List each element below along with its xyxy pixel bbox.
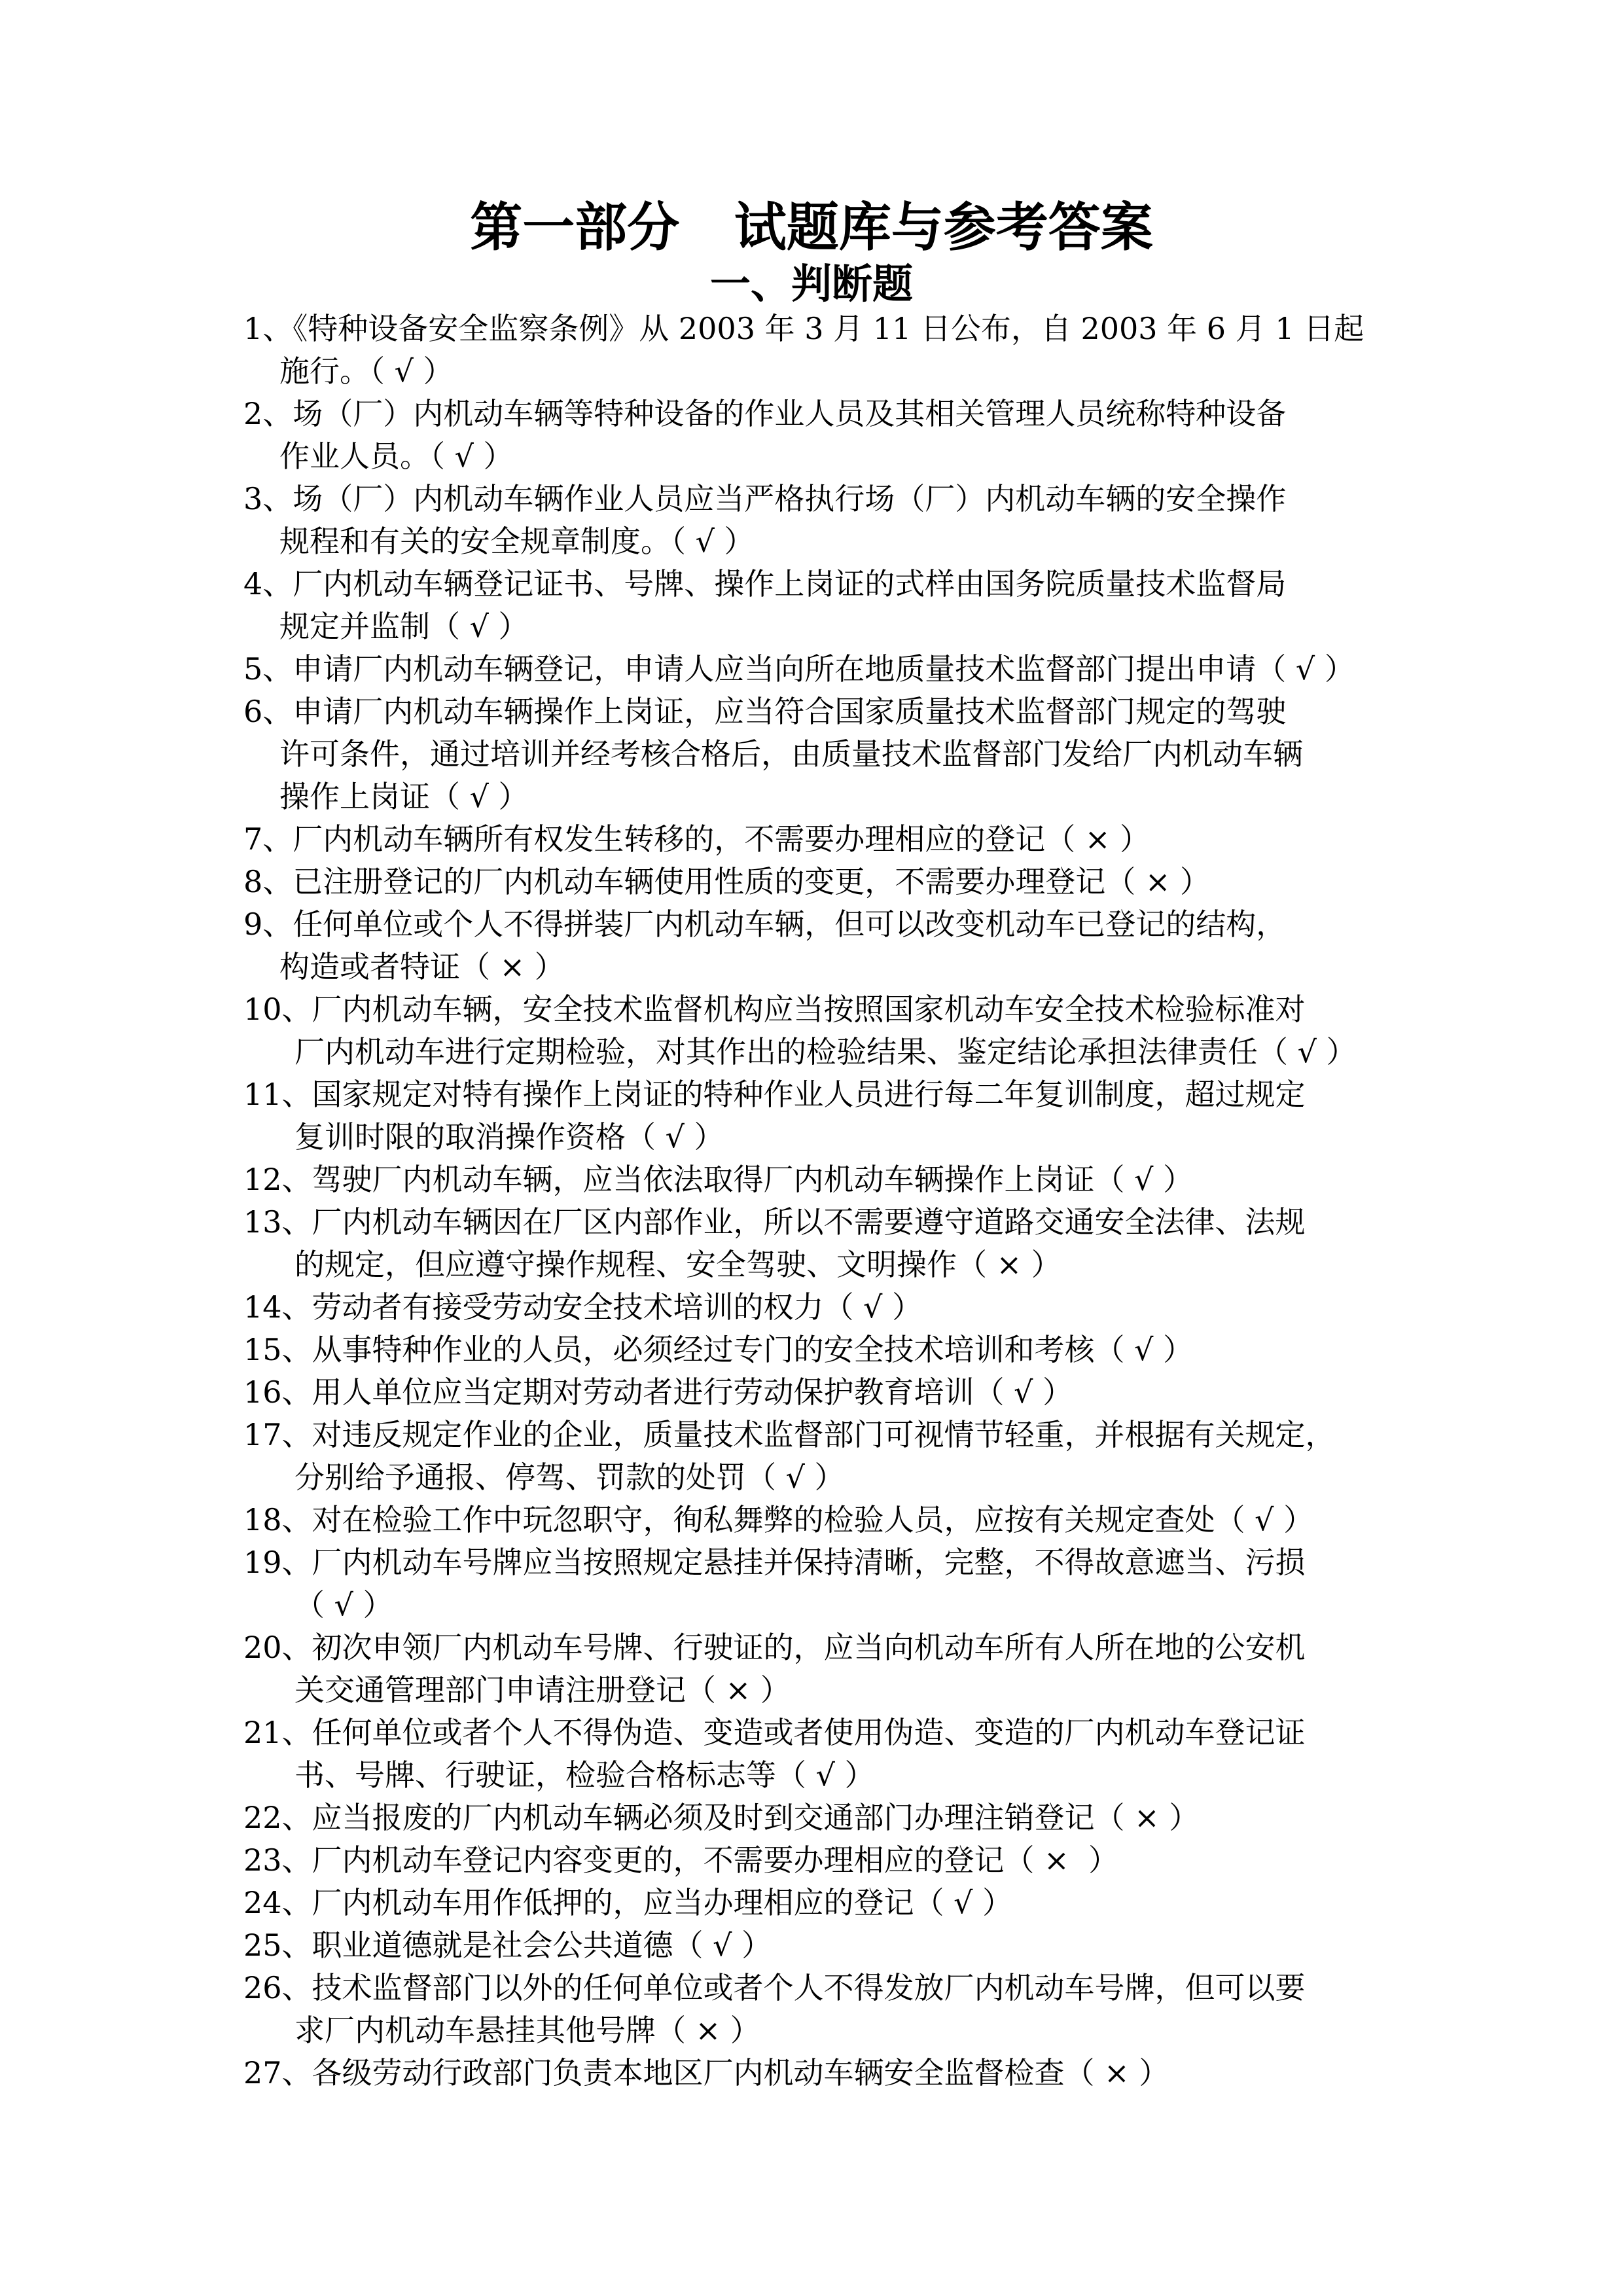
question-text: 3、场（厂）内机动车辆作业人员应当严格执行场（厂）内机动车辆的安全操作 [243,481,1287,516]
question-text: 9、任何单位或个人不得拼装厂内机动车辆，但可以改变机动车已登记的结构， [243,906,1287,942]
question-text: 4、厂内机动车辆登记证书、号牌、操作上岗证的式样由国务院质量技术监督局 [243,566,1287,601]
question-text-continued: 规程和有关的安全规章制度。（ √ ） [279,524,755,559]
question-text: 2、场（厂）内机动车辆等特种设备的作业人员及其相关管理人员统称特种设备 [243,396,1287,431]
question-text: 19、厂内机动车号牌应当按照规定悬挂并保持清晰，完整，不得故意遮当、污损 [243,1545,1306,1580]
question-text: 7、厂内机动车辆所有权发生转移的，不需要办理相应的登记（ × ） [243,821,1150,857]
question-item [243,1414,1474,1499]
question-text-continued: 关交通管理部门申请注册登记（ × ） [294,1672,791,1708]
question-item [243,861,1474,903]
question-text-continued: 施行。（ √ ） [279,353,454,389]
question-text-continued: 分别给予通报、停驾、罚款的处罚（ √ ） [294,1460,845,1495]
question-text: 11、国家规定对特有操作上岗证的特种作业人员进行每二年复训制度，超过规定 [243,1077,1306,1112]
question-list [243,308,1474,2094]
question-text: 15、从事特种作业的人员，必须经过专门的安全技术培训和考核（ √ ） [243,1332,1194,1367]
question-text: 22、应当报废的厂内机动车辆必须及时到交通部门办理注销登记（ × ） [243,1800,1200,1835]
question-item [243,393,1474,478]
question-text-continued: 规定并监制（ √ ） [279,609,529,644]
question-text: 20、初次申领厂内机动车号牌、行驶证的，应当向机动车所有人所在地的公安机 [243,1630,1306,1665]
question-item [243,1626,1474,1712]
question-text: 8、已注册登记的厂内机动车辆使用性质的变更，不需要办理登记（ × ） [243,864,1211,899]
question-item [243,1371,1474,1414]
question-text: 1、《特种设备安全监察条例》从 2003 年 3 月 11 日公布，自 2003 年 6 月 1 日起 [243,311,1364,346]
question-text: 12、驾驶厂内机动车辆，应当依法取得厂内机动车辆操作上岗证（ √ ） [243,1162,1194,1197]
question-item [243,988,1474,1073]
question-text: 6、申请厂内机动车辆操作上岗证，应当符合国家质量技术监督部门规定的驾驶 [243,694,1287,729]
question-text: 17、对违反规定作业的企业，质量技术监督部门可视情节轻重，并根据有关规定， [243,1417,1336,1452]
question-item [243,1158,1474,1201]
question-item [243,2052,1474,2094]
question-text-continued: （ √ ） [294,1587,393,1623]
question-item [243,1073,1474,1158]
question-item [243,1201,1474,1286]
question-item [243,903,1474,988]
question-text: 14、劳动者有接受劳动安全技术培训的权力（ √ ） [243,1289,923,1325]
question-text: 18、对在检验工作中玩忽职守，徇私舞弊的检验人员，应按有关规定查处（ √ ） [243,1502,1314,1537]
question-item [243,1329,1474,1371]
question-text-continued: 复训时限的取消操作资格（ √ ） [294,1119,724,1155]
question-item [243,563,1474,648]
question-item [243,1712,1474,1797]
question-item [243,1499,1474,1541]
question-text: 21、任何单位或者个人不得伪造、变造或者使用伪造、变造的厂内机动车登记证 [243,1715,1306,1750]
question-text: 23、厂内机动车登记内容变更的，不需要办理相应的登记（ × ） [243,1842,1118,1878]
question-text-continued: 许可条件，通过培训并经考核合格后，由质量技术监督部门发给厂内机动车辆 [279,736,1303,772]
question-item [243,1541,1474,1626]
question-text: 5、申请厂内机动车辆登记，申请人应当向所在地质量技术监督部门提出申请（ √ ） [243,651,1355,687]
question-text: 24、厂内机动车用作低押的，应当办理相应的登记（ √ ） [243,1885,1013,1920]
question-item [243,691,1474,818]
question-item [243,1797,1474,1839]
question-item [243,478,1474,563]
question-item [243,308,1474,393]
question-text-continued: 厂内机动车进行定期检验，对其作出的检验结果、鉴定结论承担法律责任（ √ ） [294,1034,1357,1069]
question-text-continued: 操作上岗证（ √ ） [279,779,529,814]
question-item [243,1967,1474,2052]
question-item [243,1882,1474,1924]
question-text-continued: 构造或者特证（ × ） [279,949,565,984]
page-title: 第一部分 试题库与参考答案 [470,196,1153,258]
question-text: 16、用人单位应当定期对劳动者进行劳动保护教育培训（ √ ） [243,1374,1073,1410]
question-text: 10、厂内机动车辆，安全技术监督机构应当按照国家机动车安全技术检验标准对 [243,992,1306,1027]
question-text: 26、技术监督部门以外的任何单位或者个人不得发放厂内机动车号牌，但可以要 [243,1970,1306,2005]
question-text-continued: 的规定，但应遵守操作规程、安全驾驶、文明操作（ × ） [294,1247,1061,1282]
question-text: 25、职业道德就是社会公共道德（ √ ） [243,1928,772,1963]
question-item [243,648,1474,691]
question-text: 27、各级劳动行政部门负责本地区厂内机动车辆安全监督检查（ × ） [243,2055,1169,2090]
section-heading: 一、判断题 [709,260,913,308]
question-text-continued: 作业人员。（ √ ） [279,439,514,474]
question-text-continued: 书、号牌、行驶证，检验合格标志等（ √ ） [294,1757,875,1793]
question-item [243,1839,1474,1882]
question-item [243,818,1474,861]
question-text-continued: 求厂内机动车悬挂其他号牌（ × ） [294,2013,760,2048]
question-item [243,1286,1474,1329]
question-item [243,1924,1474,1967]
question-text: 13、厂内机动车辆因在厂区内部作业，所以不需要遵守道路交通安全法律、法规 [243,1204,1306,1240]
